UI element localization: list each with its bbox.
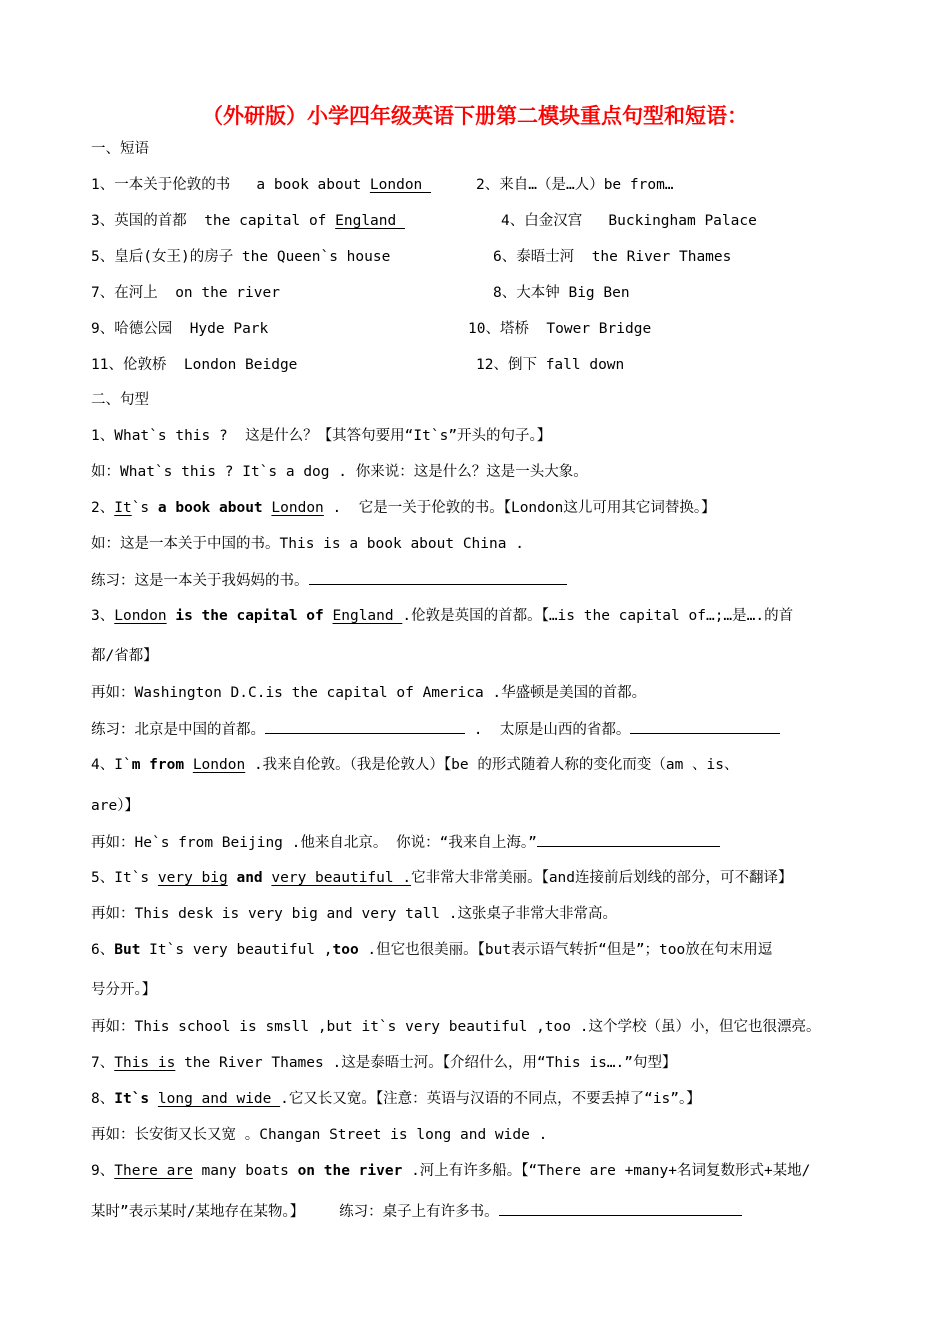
example-line: 再如：This desk is very big and very tall .这张桌子非常大非常高。 xyxy=(91,906,617,922)
sentence-item: 5、It`s very big and very beautiful .它非常大非常美丽。【and连接前后划线的部分，可不翻译】 xyxy=(91,870,793,886)
answer-blank[interactable] xyxy=(499,1201,742,1216)
phrase-item: 6、泰晤士河 the River Thames xyxy=(493,249,732,265)
exercise-line: 某时”表示某时/某地存在某物。】 练习：桌子上有许多书。 xyxy=(91,1201,742,1222)
example-line: 再如：Washington D.C.is the capital of America .华盛顿是美国的首都。 xyxy=(91,685,647,701)
sentence-item: 6、But It`s very beautiful ,too .但它也很美丽。【but表示语气转折“但是”；too放在句末用逗 xyxy=(91,942,773,958)
sentence-item: 2、It`s a book about London . 它是一关于伦敦的书。【London这儿可用其它词替换。】 xyxy=(91,500,716,516)
example-line: 如：What`s this ? It`s a dog . 你来说：这是什么？这是一头大象。 xyxy=(91,464,588,480)
example-line: 如：这是一本关于中国的书。This is a book about China . xyxy=(91,536,524,552)
answer-blank[interactable] xyxy=(309,570,567,585)
phrase-item: 1、一本关于伦敦的书 a book about London xyxy=(91,177,432,193)
phrase-item: 2、来自…（是…人）be from… xyxy=(476,177,674,193)
phrase-item: 10、塔桥 Tower Bridge xyxy=(468,321,652,337)
sentence-item: 1、What`s this ? 这是什么？【其答句要用“It`s”开头的句子。】 xyxy=(91,428,552,444)
phrase-item: 9、哈德公园 Hyde Park xyxy=(91,321,269,337)
exercise-line: 再如：He`s from Beijing .他来自北京。 你说：“我来自上海。” xyxy=(91,832,720,853)
phrase-item: 7、在河上 on the river xyxy=(91,285,280,301)
example-line: 再如：长安街又长又宽 。Changan Street is long and wide . xyxy=(91,1127,548,1143)
exercise-line: 练习：这是一本关于我妈妈的书。 xyxy=(91,570,567,591)
phrase-item: 3、英国的首都 the capital of England xyxy=(91,213,405,229)
sentence-item: 7、This is the River Thames .这是泰晤士河。【介绍什么，用“This is….”句型】 xyxy=(91,1055,677,1071)
sentence-item: 4、I`m from London .我来自伦敦。（我是伦敦人）【be 的形式随着人称的变化而变（am 、is、 xyxy=(91,757,739,773)
section-heading-sentences: 二、句型 xyxy=(91,392,149,408)
answer-blank[interactable] xyxy=(537,832,720,847)
sentence-item: 9、There are many boats on the river .河上有许多船。【“There are +many+名词复数形式+某地/ xyxy=(91,1163,811,1179)
answer-blank[interactable] xyxy=(265,719,465,734)
phrase-item: 8、大本钟 Big Ben xyxy=(493,285,630,301)
phrase-item: 5、皇后(女王)的房子 the Queen`s house xyxy=(91,249,391,265)
sentence-continuation: 都/省都】 xyxy=(91,648,158,664)
sentence-item: 8、It`s long and wide .它又长又宽。【注意：英语与汉语的不同点，不要丢掉了“is”。】 xyxy=(91,1091,701,1107)
page-title: （外研版）小学四年级英语下册第二模块重点句型和短语： xyxy=(202,104,748,128)
section-heading-phrases: 一、短语 xyxy=(91,141,149,157)
sentence-continuation: 号分开。】 xyxy=(91,982,157,998)
example-line: 再如：This school is smsll ,but it`s very beautiful ,too .这个学校（虽）小，但它也很漂亮。 xyxy=(91,1019,821,1035)
phrase-item: 4、白金汉宫 Buckingham Palace xyxy=(501,213,757,229)
sentence-item: 3、London is the capital of England .伦敦是英国的首都。【…is the capital of…;…是….的首 xyxy=(91,608,794,624)
exercise-line: 练习：北京是中国的首都。 . 太原是山西的省都。 xyxy=(91,719,780,740)
phrase-item: 11、伦敦桥 London Beidge xyxy=(91,357,298,373)
sentence-continuation: are）】 xyxy=(91,798,139,814)
answer-blank[interactable] xyxy=(630,719,780,734)
phrase-item: 12、倒下 fall down xyxy=(476,357,625,373)
